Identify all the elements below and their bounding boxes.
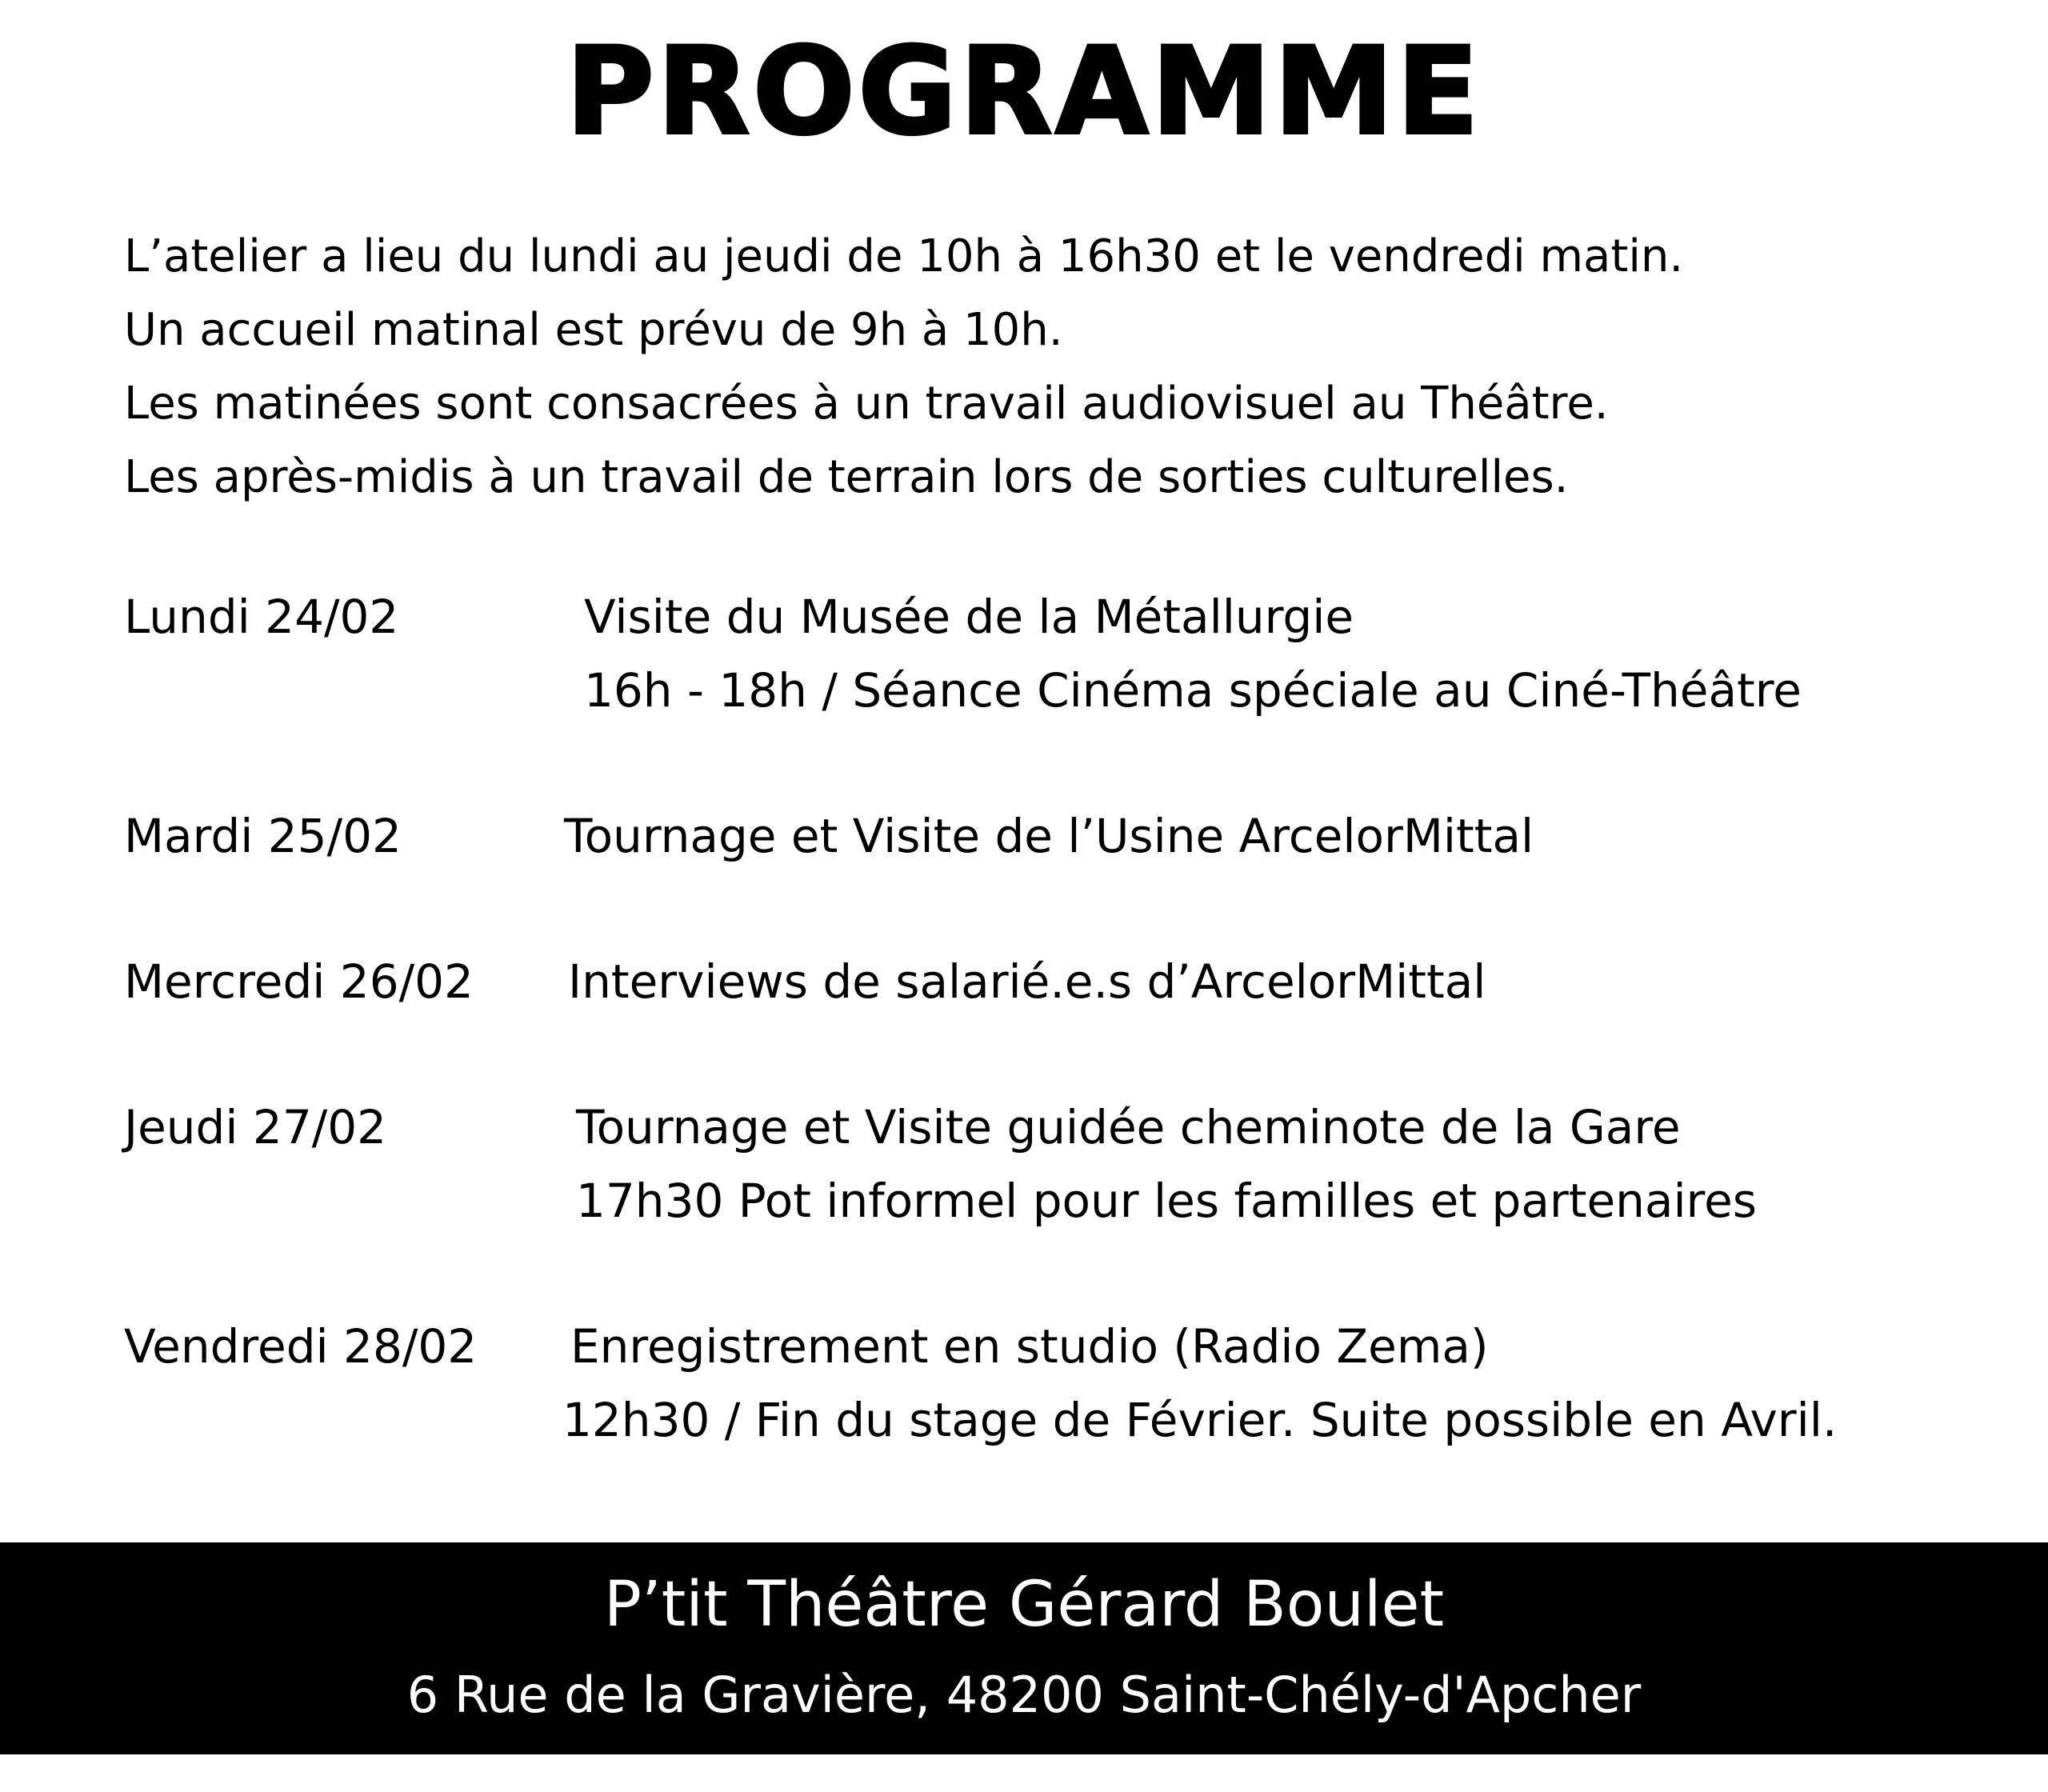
schedule-day-lundi xyxy=(124,580,2028,727)
event-item: Visite du Musée de la Métallurgie xyxy=(584,590,1354,644)
schedule-day-mardi xyxy=(124,799,2028,873)
venue-address: 6 Rue de la Gravière, 48200 Saint-Chély-d'Apcher xyxy=(406,1666,1642,1724)
schedule-list xyxy=(124,580,2028,1457)
footer-bar xyxy=(0,1542,2048,1754)
day-label: Lundi 24/02 xyxy=(124,590,399,644)
schedule-day-jeudi xyxy=(124,1090,2028,1238)
day-events xyxy=(576,1090,2028,1238)
event-item: Interviews de salarié.e.s d’ArcelorMittal xyxy=(568,954,1486,1009)
day-label: Mardi 25/02 xyxy=(124,809,402,863)
event-item: 16h - 18h / Séance Cinéma spéciale au Ciné-Théâtre xyxy=(584,663,1802,718)
page-title: PROGRAMME xyxy=(566,22,1482,162)
intro-line: L’atelier a lieu du lundi au jeudi de 10h à 16h30 et le vendredi matin. xyxy=(124,230,1684,282)
day-events xyxy=(568,945,2028,1018)
event-item: 12h30 / Fin du stage de Février. Suite possible en Avril. xyxy=(562,1393,1838,1447)
event-item: 17h30 Pot informel pour les familles et partenaires xyxy=(576,1174,1758,1228)
day-events xyxy=(562,1310,2028,1457)
event-item: Tournage et Visite guidée cheminote de la Gare xyxy=(576,1100,1681,1154)
day-label: Jeudi 27/02 xyxy=(124,1100,387,1154)
schedule-day-mercredi xyxy=(124,945,2028,1018)
day-events xyxy=(564,799,2028,873)
schedule-day-vendredi xyxy=(124,1310,2028,1457)
event-item: Enregistrement en studio (Radio Zema) xyxy=(570,1319,1489,1374)
venue-name: P’tit Théâtre Gérard Boulet xyxy=(603,1569,1445,1641)
intro-line: Les après-midis à un travail de terrain lors de sorties culturelles. xyxy=(124,451,1569,503)
day-events xyxy=(584,580,2028,727)
day-label: Mercredi 26/02 xyxy=(124,954,474,1009)
intro-line: Un accueil matinal est prévu de 9h à 10h. xyxy=(124,304,1063,356)
event-item: Tournage et Visite de l’Usine ArcelorMittal xyxy=(564,809,1534,863)
day-label: Vendredi 28/02 xyxy=(124,1319,478,1374)
intro-line: Les matinées sont consacrées à un travail audiovisuel au Théâtre. xyxy=(124,378,1609,430)
intro-paragraph xyxy=(124,220,2028,514)
